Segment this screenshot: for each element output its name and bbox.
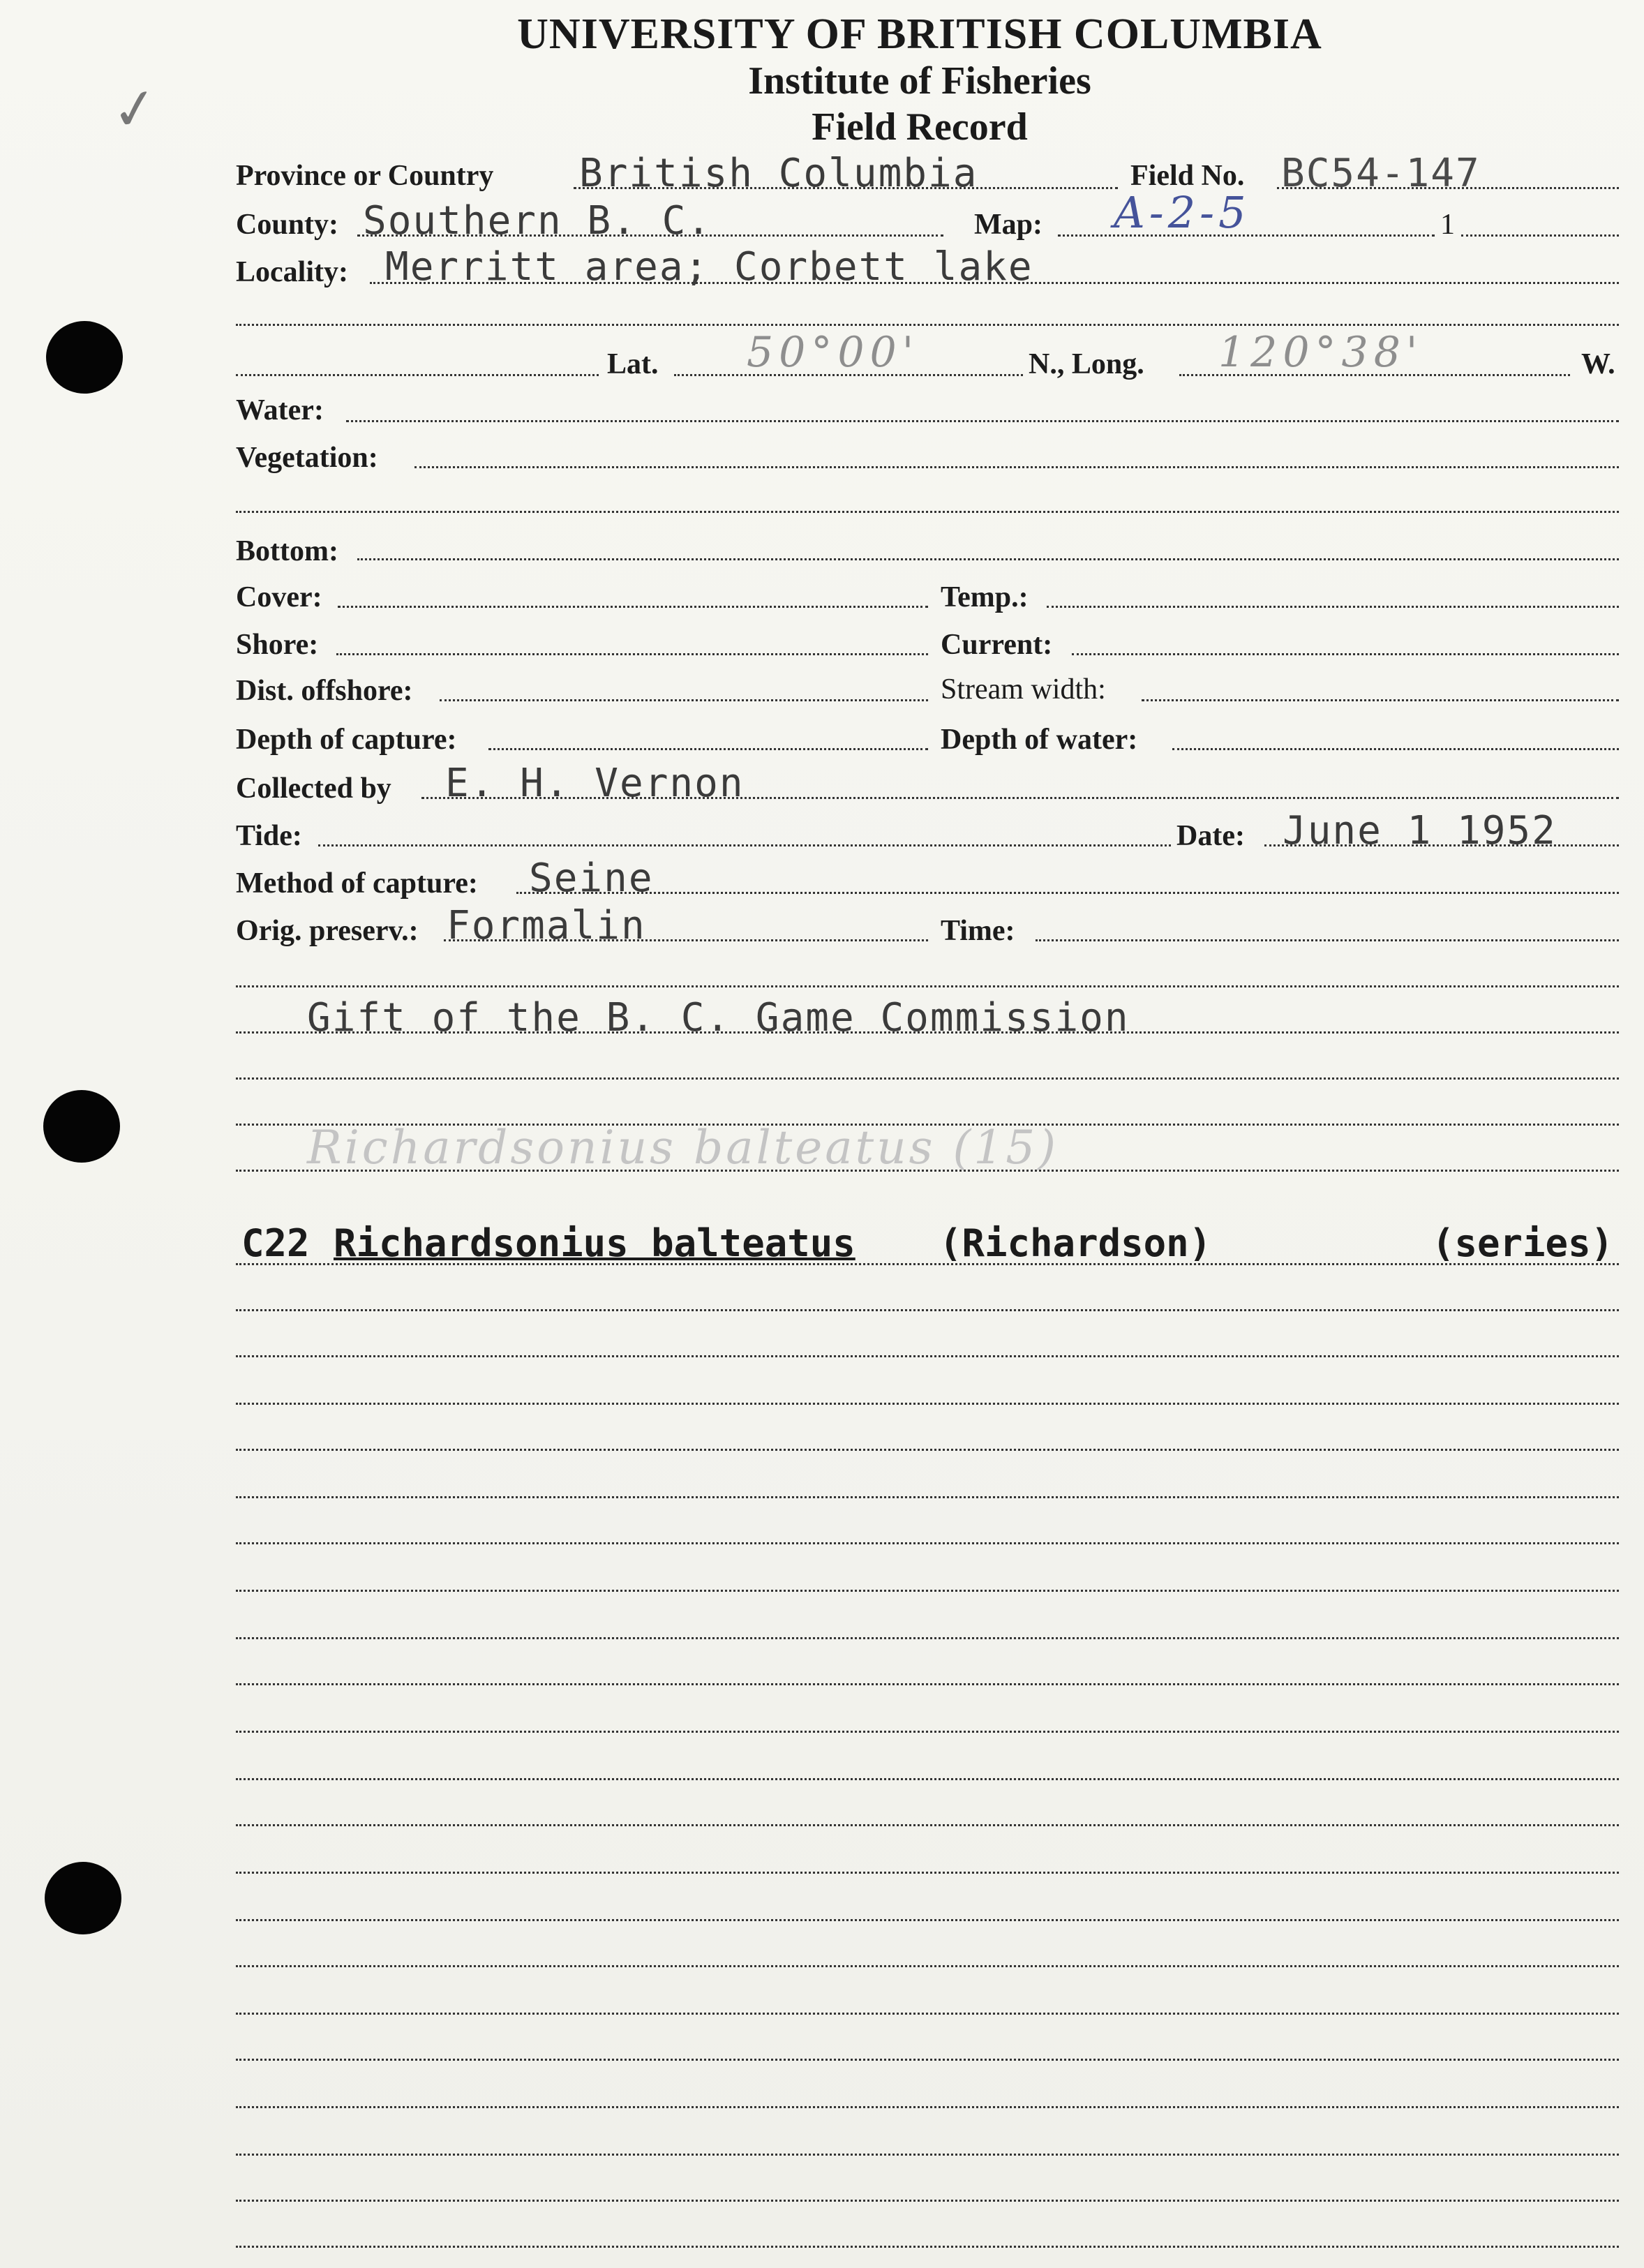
- blank-line: [236, 1309, 1619, 1311]
- map-value: A-2-5: [1114, 187, 1250, 238]
- notes-line-1: [236, 985, 1619, 987]
- university-title: UNIVERSITY OF BRITISH COLUMBIA: [517, 10, 1322, 58]
- dist-offshore-label: Dist. offshore:: [236, 675, 413, 707]
- preserv-value: Formalin: [447, 903, 646, 948]
- species-name: Richardsonius balteatus: [334, 1221, 855, 1265]
- long-value: 120°38': [1218, 328, 1423, 377]
- punch-hole-middle: [43, 1090, 120, 1163]
- county-label: County:: [236, 209, 339, 241]
- current-label: Current:: [941, 629, 1053, 661]
- locality-label: Locality:: [236, 256, 348, 288]
- map-label: Map:: [974, 209, 1043, 241]
- blank-line: [236, 1496, 1619, 1498]
- province-value: British Columbia: [579, 151, 978, 196]
- bottom-line: [357, 558, 1619, 560]
- map-suffix-line: [1461, 234, 1619, 237]
- stream-width-line: [1142, 699, 1619, 701]
- series-note: (series): [1432, 1221, 1614, 1265]
- date-label: Date:: [1176, 820, 1245, 852]
- date-value: June 1 1952: [1283, 808, 1557, 853]
- current-line: [1072, 653, 1619, 655]
- blank-line: [236, 1872, 1619, 1874]
- blank-line: [236, 1824, 1619, 1826]
- shore-label: Shore:: [236, 629, 319, 661]
- blank-line: [236, 1449, 1619, 1451]
- check-mark: ✓: [107, 73, 163, 145]
- collected-by-label: Collected by: [236, 773, 391, 805]
- blank-line: [236, 1590, 1619, 1592]
- blank-line: [236, 2013, 1619, 2015]
- blank-line: [236, 2200, 1619, 2202]
- temp-label: Temp.:: [941, 581, 1029, 613]
- time-label: Time:: [941, 915, 1015, 947]
- blank-line: [236, 1919, 1619, 1921]
- water-line: [346, 420, 1619, 422]
- cover-line: [338, 606, 928, 608]
- catalog-number: C22: [241, 1221, 310, 1265]
- method-line: [516, 892, 1619, 894]
- field-no-value: BC54-147: [1281, 151, 1481, 196]
- punch-hole-bottom: [45, 1862, 121, 1934]
- depth-capture-line: [488, 748, 928, 750]
- tide-line: [318, 844, 1171, 846]
- blank-line: [236, 1403, 1619, 1405]
- form-name: Field Record: [812, 105, 1028, 149]
- institute-subtitle: Institute of Fisheries: [748, 59, 1091, 103]
- vegetation-extra-line: [236, 511, 1619, 513]
- blank-line: [236, 1731, 1619, 1733]
- time-line: [1036, 939, 1619, 941]
- n-long-label: N., Long.: [1029, 348, 1144, 380]
- county-value: Southern B. C.: [363, 198, 712, 244]
- collected-by-value: E. H. Vernon: [445, 761, 745, 806]
- lat-value: 50°00': [747, 328, 920, 377]
- gift-note: Gift of the B. C. Game Commission: [307, 995, 1130, 1040]
- lat-pre-line: [236, 374, 599, 376]
- province-label: Province or Country: [236, 160, 494, 192]
- bottom-label: Bottom:: [236, 535, 338, 567]
- tide-label: Tide:: [236, 820, 302, 852]
- blank-line: [236, 1542, 1619, 1544]
- species-author: (Richardson): [939, 1221, 1212, 1265]
- notes-line-3: [236, 1077, 1619, 1080]
- locality-value: Merritt area; Corbett lake: [385, 244, 1033, 290]
- w-label: W.: [1581, 348, 1615, 380]
- preserv-label: Orig. preserv.:: [236, 915, 419, 947]
- punch-hole-top: [46, 321, 123, 394]
- pencil-species-note: Richardsonius balteatus (15): [307, 1121, 1059, 1174]
- blank-line: [236, 1778, 1619, 1780]
- vegetation-label: Vegetation:: [236, 442, 378, 474]
- stream-width-label: Stream width:: [941, 673, 1106, 706]
- method-value: Seine: [529, 856, 654, 901]
- vegetation-line: [414, 466, 1619, 468]
- depth-capture-label: Depth of capture:: [236, 724, 457, 756]
- method-label: Method of capture:: [236, 867, 478, 900]
- dist-offshore-line: [440, 699, 928, 701]
- locality-extra-line: [236, 324, 1619, 326]
- blank-line: [236, 2246, 1619, 2248]
- lat-label: Lat.: [607, 348, 659, 380]
- blank-line: [236, 1355, 1619, 1357]
- cover-label: Cover:: [236, 581, 322, 613]
- blank-line: [236, 2106, 1619, 2108]
- blank-line: [236, 2059, 1619, 2061]
- map-suffix: 1: [1440, 209, 1455, 241]
- shore-line: [336, 653, 928, 655]
- temp-line: [1047, 606, 1619, 608]
- blank-line: [236, 1965, 1619, 1967]
- blank-line: [236, 2154, 1619, 2156]
- depth-water-line: [1172, 748, 1619, 750]
- field-no-label: Field No.: [1130, 160, 1245, 192]
- depth-water-label: Depth of water:: [941, 724, 1138, 756]
- water-label: Water:: [236, 394, 324, 426]
- blank-line: [236, 1683, 1619, 1685]
- blank-line: [236, 1637, 1619, 1639]
